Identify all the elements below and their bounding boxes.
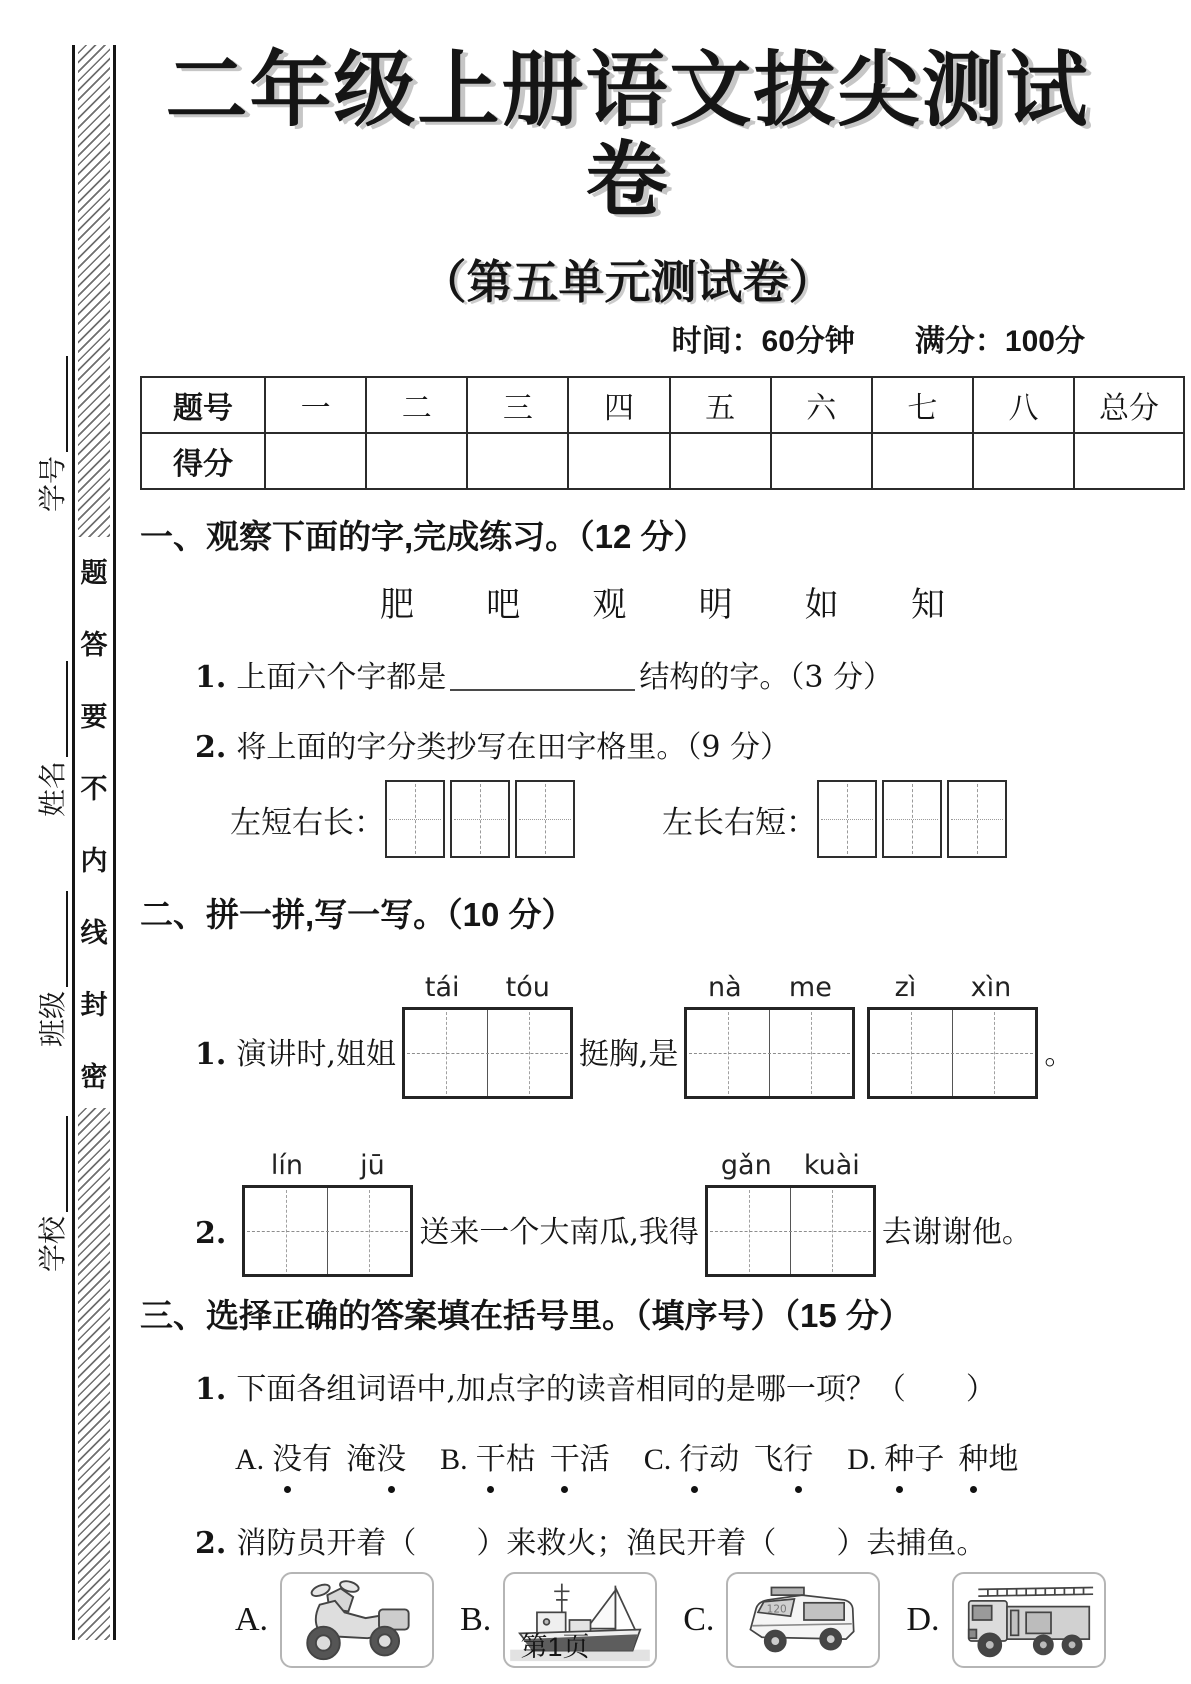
section3-q2	[140, 1518, 1185, 1562]
score-col-8: 八	[973, 377, 1074, 433]
seal-text	[75, 537, 113, 1108]
q-number: 2.	[195, 1526, 227, 1562]
dotted-character: 种	[958, 1434, 988, 1478]
pinyin: tóu	[505, 972, 550, 1004]
pinyin: gǎn	[720, 1150, 772, 1182]
score-col-2: 二	[366, 377, 467, 433]
option-label: C.	[683, 1601, 715, 1639]
option-label: B.	[460, 1601, 492, 1639]
pinyin-grid-name	[684, 959, 855, 1099]
q-text: 消防员开着（ ）来救火；渔民开着（ ）去捕鱼。	[236, 1526, 987, 1562]
character: 地	[988, 1442, 1019, 1478]
period: 。	[1044, 1037, 1075, 1073]
option-word	[346, 1434, 406, 1478]
character: 枯	[505, 1442, 536, 1478]
grid-cell	[708, 1188, 790, 1274]
pinyin-grid-taitou	[402, 959, 573, 1099]
character: 有	[302, 1442, 333, 1478]
score-col-total: 总分	[1074, 377, 1184, 433]
school-label	[31, 1082, 71, 1272]
class-blank	[38, 891, 68, 987]
name-label	[31, 627, 71, 817]
tianzige-box	[515, 780, 575, 858]
pinyin: nà	[708, 972, 742, 1004]
q-text: 送来一个大南瓜,我得	[419, 1215, 699, 1251]
q1-answer-blank	[450, 659, 635, 691]
pinyin: zì	[894, 972, 917, 1004]
score-table	[140, 376, 1185, 490]
writing-grid	[242, 1185, 413, 1277]
dotted-character: 干	[476, 1434, 506, 1478]
character: 淹	[346, 1442, 377, 1478]
section3-heading: 三、选择正确的答案填在括号里。（填序号）（15 分）	[140, 1297, 912, 1335]
sample-character: 观	[592, 585, 627, 626]
q-text: 下面各组词语中,加点字的读音相同的是哪一项？（ ）	[236, 1372, 996, 1408]
seal-char: 密	[80, 1062, 108, 1093]
score-table-corner: 题号	[141, 377, 265, 433]
score-cell	[973, 433, 1074, 489]
pinyin: kuài	[803, 1150, 860, 1182]
score-cell	[872, 433, 973, 489]
q2-text: 将上面的字分类抄写在田字格里。（9 分）	[236, 730, 790, 766]
character-row	[380, 577, 945, 626]
option-label: C.	[643, 1443, 672, 1477]
writing-grid	[684, 1007, 855, 1099]
dotted-character: 没	[376, 1434, 406, 1478]
tianzige-row	[140, 780, 1185, 858]
pinyin: tái	[424, 972, 460, 1004]
score-col-3: 三	[467, 377, 568, 433]
student-id-blank	[38, 356, 68, 452]
section3-q1	[140, 1364, 1185, 1408]
seal-line-strip	[72, 45, 116, 1640]
school-text: 学校	[36, 1215, 69, 1272]
score-col-7: 七	[872, 377, 973, 433]
sample-character: 知	[910, 585, 945, 626]
seal-char: 封	[80, 990, 108, 1021]
grid-cell	[870, 1010, 952, 1096]
writing-grid	[867, 1007, 1038, 1099]
pinyin: lín	[270, 1150, 304, 1182]
class-label	[31, 857, 71, 1047]
option-word	[958, 1434, 1018, 1478]
option-label: A.	[235, 1601, 269, 1639]
score-cell	[568, 433, 669, 489]
dotted-character: 行	[783, 1434, 813, 1478]
score-col-1: 一	[265, 377, 366, 433]
dotted-character: 种	[884, 1434, 914, 1478]
score-col-4: 四	[568, 377, 669, 433]
q-number: 2.	[195, 1216, 227, 1252]
content	[140, 0, 1185, 1668]
student-id-label	[31, 322, 71, 512]
student-id-text: 学号	[36, 455, 69, 512]
section1-q2	[140, 722, 1185, 766]
pinyin-labels	[867, 959, 1038, 1007]
dotted-character: 行	[679, 1434, 709, 1478]
option-word	[679, 1434, 739, 1478]
q1-pre-text: 演讲时,姐姐	[236, 1037, 396, 1073]
q1-pre-text: 上面六个字都是	[236, 660, 447, 696]
seal-char: 线	[80, 918, 108, 949]
grid-cell	[405, 1010, 487, 1096]
score-cell-total	[1074, 433, 1184, 489]
score-row-label: 得分	[141, 433, 265, 489]
answer-option	[235, 1434, 420, 1478]
option-label: A.	[235, 1443, 265, 1477]
option-word	[272, 1434, 332, 1478]
section1-heading: 一、观察下面的字,完成练习。（12 分）	[140, 518, 707, 556]
name-text: 姓名	[36, 760, 69, 817]
seal-hatch-bottom	[78, 1108, 110, 1640]
pinyin: xìn	[970, 972, 1012, 1004]
score-cell	[467, 433, 568, 489]
grid-cell	[687, 1010, 769, 1096]
tianzige-box	[385, 780, 445, 858]
option-label: D.	[906, 1601, 940, 1639]
option-word	[550, 1434, 610, 1478]
sample-character: 肥	[380, 585, 414, 626]
dotted-character: 干	[550, 1434, 580, 1478]
school-blank	[38, 1116, 68, 1212]
grid-cell	[245, 1188, 327, 1274]
section2-q1	[140, 959, 1185, 1099]
writing-grid	[402, 1007, 573, 1099]
name-blank	[38, 661, 68, 757]
score-cell	[366, 433, 467, 489]
time-score-info: 时间：60分钟 满分：100分	[671, 325, 1085, 359]
seal-hatch-top	[78, 45, 110, 537]
pinyin-grid-linju	[242, 1137, 413, 1277]
q-text: 挺胸,是	[578, 1037, 679, 1073]
right-group-label: 左长右短：	[662, 804, 817, 841]
section1-q1	[140, 652, 1185, 696]
answer-option	[847, 1434, 1032, 1478]
pinyin-grid-zixin	[867, 959, 1038, 1099]
seal-char: 答	[80, 630, 108, 661]
section2-q2	[140, 1137, 1185, 1277]
section2-heading: 二、拼一拼,写一写。（10 分）	[140, 896, 575, 934]
score-cell	[670, 433, 771, 489]
q-number: 1.	[195, 1372, 227, 1408]
class-text: 班级	[36, 990, 69, 1047]
score-cell	[771, 433, 872, 489]
writing-grid	[705, 1185, 876, 1277]
sample-character: 吧	[486, 585, 521, 626]
score-table-header-row	[141, 377, 1184, 433]
pinyin: me	[788, 972, 832, 1004]
seal-char: 内	[80, 846, 108, 877]
character: 飞	[753, 1442, 784, 1478]
character: 动	[709, 1442, 740, 1478]
character: 活	[579, 1442, 610, 1478]
score-col-5: 五	[670, 377, 771, 433]
answer-option	[644, 1434, 828, 1478]
dotted-character: 没	[272, 1434, 302, 1478]
q3-1-options	[140, 1434, 1185, 1478]
grid-cell	[952, 1010, 1035, 1096]
tianzige-box	[947, 780, 1007, 858]
page-title: 二年级上册语文拔尖测试卷	[165, 45, 1090, 227]
pinyin-labels	[242, 1137, 413, 1185]
sample-character: 如	[804, 585, 839, 626]
option-word	[884, 1434, 944, 1478]
q-text	[195, 1029, 396, 1073]
q-number: 1.	[195, 1037, 227, 1073]
score-table-score-row	[141, 433, 1184, 489]
seal-char: 题	[80, 558, 108, 589]
answer-option	[440, 1434, 624, 1478]
grid-cell	[487, 1010, 570, 1096]
q-number: 1.	[195, 660, 227, 696]
option-label: B.	[440, 1443, 468, 1477]
pinyin-grid-gankuai	[705, 1137, 876, 1277]
character: 子	[914, 1442, 945, 1478]
tianzige-box	[817, 780, 877, 858]
q-text: 去谢谢他。	[881, 1215, 1032, 1251]
svg-text:120: 120	[767, 1603, 788, 1616]
seal-char: 不	[80, 774, 108, 805]
pinyin-labels	[705, 1137, 876, 1185]
score-cell	[265, 433, 366, 489]
option-word	[476, 1434, 536, 1478]
option-word	[753, 1434, 813, 1478]
q-number: 2.	[195, 730, 227, 766]
tianzige-box	[450, 780, 510, 858]
option-label: D.	[847, 1443, 877, 1477]
left-group-label: 左短右长：	[230, 804, 385, 841]
grid-cell	[769, 1010, 852, 1096]
score-col-6: 六	[771, 377, 872, 433]
pinyin: jū	[360, 1150, 385, 1182]
tianzige-box	[882, 780, 942, 858]
page-number: 第1页	[520, 1632, 590, 1662]
page-subtitle: （第五单元测试卷）	[420, 256, 835, 309]
pinyin-labels	[684, 959, 855, 1007]
sample-character: 明	[698, 585, 733, 626]
grid-cell	[790, 1188, 873, 1274]
q1-post-text: 结构的字。（3 分）	[639, 660, 893, 696]
seal-char: 要	[80, 702, 108, 733]
pinyin-labels	[402, 959, 573, 1007]
grid-cell	[327, 1188, 410, 1274]
